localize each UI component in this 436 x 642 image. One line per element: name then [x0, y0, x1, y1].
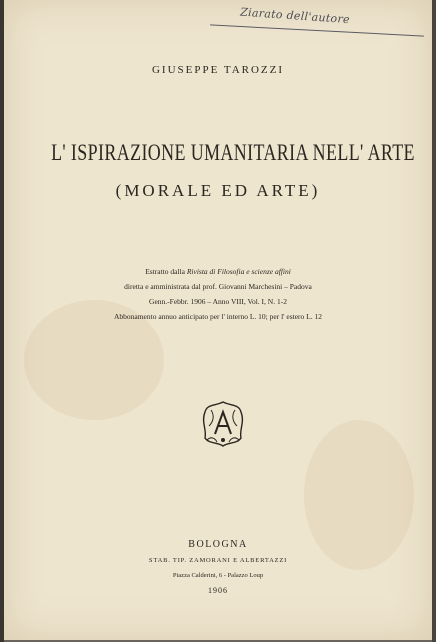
extract-line-1	[4, 264, 432, 279]
imprint-city: BOLOGNA	[188, 539, 248, 550]
imprint-address: Piazza Calderini, 6 - Palazzo Loup	[172, 572, 264, 579]
handwritten-note: Ziarato dell'autore	[239, 5, 351, 27]
author-name: GIUSEPPE TAROZZI	[151, 64, 285, 76]
document-title: L' ISPIRAZIONE UMANITARIA NELL' ARTE	[51, 140, 415, 165]
extract-line-3: Genn.-Febbr. 1906 – Anno VIII, Vol. I, N. 1-2	[149, 297, 287, 306]
right-page-edge	[432, 0, 436, 642]
document-subtitle: (MORALE ED ARTE)	[115, 181, 321, 200]
imprint-year: 1906	[208, 586, 228, 595]
extract-line-4: Abbonamento annuo anticipato per l' interno L. 10; per l' estero L. 12	[113, 312, 323, 321]
imprint-printer: STAB. TIP. ZAMORANI E ALBERTAZZI	[148, 557, 288, 564]
printer-ornament-icon	[201, 400, 245, 448]
extract-notice	[4, 264, 432, 324]
title-page	[4, 0, 432, 640]
extract-prefix: Estratto dalla	[145, 267, 185, 276]
journal-name: Rivista di Filosofia e scienze affini	[186, 267, 291, 276]
extract-line-2: diretta e amministrata dal prof. Giovanni Marchesini – Padova	[124, 282, 312, 291]
